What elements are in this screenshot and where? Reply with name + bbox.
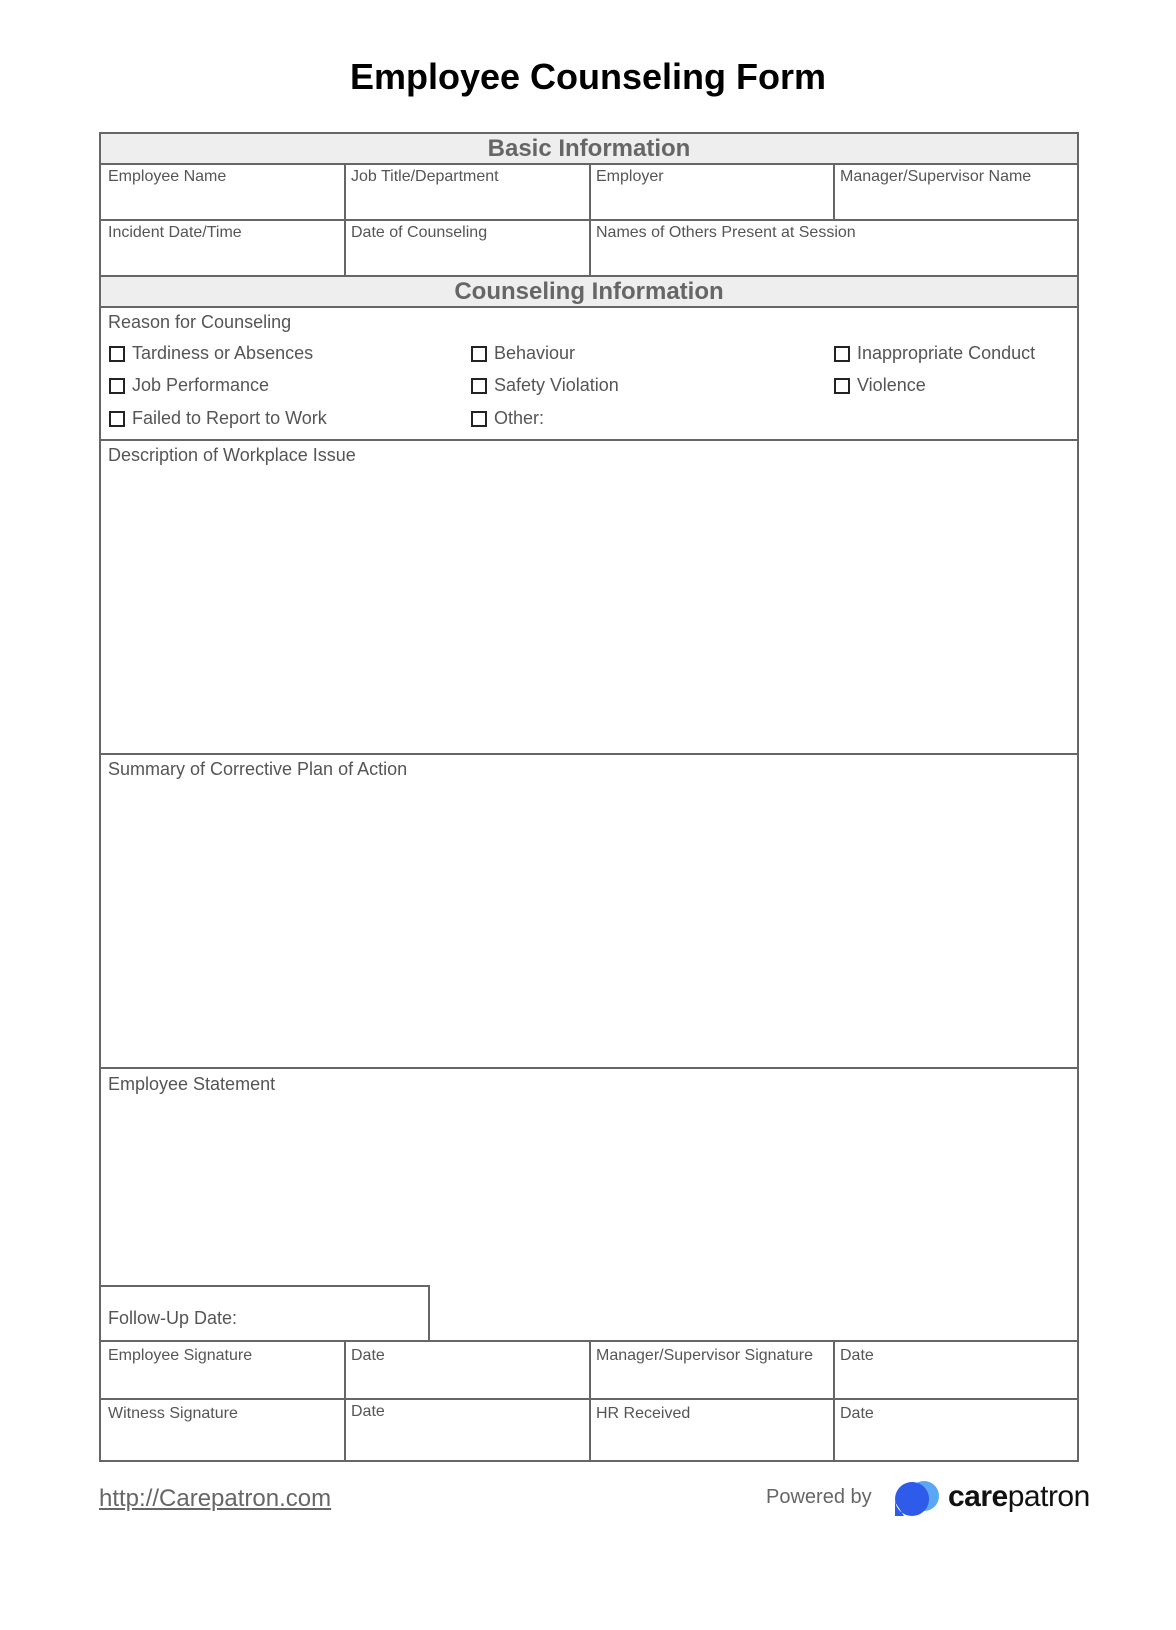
- carepatron-logo[interactable]: [890, 1478, 1090, 1520]
- checkbox-icon[interactable]: [471, 411, 487, 427]
- divider: [344, 1340, 346, 1460]
- employee-statement-field[interactable]: Employee Statement: [108, 1074, 276, 1094]
- divider: [101, 753, 1077, 755]
- witness-signature-field[interactable]: Witness Signature: [108, 1405, 238, 1422]
- employee-signature-date-field[interactable]: Date: [351, 1347, 385, 1364]
- checkbox-icon[interactable]: [109, 411, 125, 427]
- checkbox-other[interactable]: [471, 408, 544, 429]
- witness-signature-date-field[interactable]: Date: [351, 1403, 385, 1420]
- divider: [101, 439, 1077, 441]
- follow-up-date-field[interactable]: Follow-Up Date:: [108, 1308, 238, 1328]
- page-title: Employee Counseling Form: [349, 56, 827, 97]
- carepatron-wordmark: carepatron: [948, 1480, 1090, 1513]
- description-field[interactable]: Description of Workplace Issue: [108, 445, 356, 465]
- manager-signature-date-field[interactable]: Date: [840, 1347, 874, 1364]
- checkbox-inappropriate[interactable]: [834, 343, 1035, 364]
- powered-by-label: Powered by: [766, 1486, 872, 1508]
- checkbox-label: Tardiness or Absences: [132, 343, 314, 363]
- counseling-form: [99, 132, 1079, 1462]
- checkbox-icon[interactable]: [471, 346, 487, 362]
- divider: [101, 1067, 1077, 1069]
- checkbox-icon[interactable]: [471, 378, 487, 394]
- carepatron-link[interactable]: http://Carepatron.com: [99, 1485, 332, 1512]
- divider: [344, 165, 346, 275]
- carepatron-logo-icon: [890, 1478, 946, 1520]
- basic-information-heading: Basic Information: [101, 134, 1077, 165]
- reason-label: Reason for Counseling: [108, 312, 292, 332]
- checkbox-icon[interactable]: [109, 378, 125, 394]
- manager-signature-field[interactable]: Manager/Supervisor Signature: [596, 1347, 814, 1364]
- summary-field[interactable]: Summary of Corrective Plan of Action: [108, 759, 408, 779]
- incident-date-field[interactable]: Incident Date/Time: [108, 224, 242, 241]
- checkbox-tardiness[interactable]: [109, 343, 313, 364]
- others-present-field[interactable]: Names of Others Present at Session: [596, 224, 856, 241]
- checkbox-label: Other:: [494, 408, 545, 428]
- employee-signature-field[interactable]: Employee Signature: [108, 1347, 253, 1364]
- checkbox-label: Violence: [857, 375, 926, 395]
- job-title-field[interactable]: Job Title/Department: [351, 168, 499, 185]
- checkbox-job-performance[interactable]: [109, 375, 269, 396]
- checkbox-label: Failed to Report to Work: [132, 408, 327, 428]
- manager-name-field[interactable]: Manager/Supervisor Name: [840, 168, 1032, 185]
- employer-field[interactable]: Employer: [596, 168, 664, 185]
- checkbox-label: Job Performance: [132, 375, 270, 395]
- hr-received-date-field[interactable]: Date: [840, 1405, 874, 1422]
- divider: [589, 1340, 591, 1460]
- checkbox-label: Safety Violation: [494, 375, 619, 395]
- divider: [833, 165, 835, 221]
- employee-name-field[interactable]: Employee Name: [108, 168, 227, 185]
- checkbox-failed-report[interactable]: [109, 408, 327, 429]
- checkbox-safety[interactable]: [471, 375, 619, 396]
- divider: [428, 1285, 430, 1342]
- checkbox-icon[interactable]: [834, 346, 850, 362]
- checkbox-icon[interactable]: [834, 378, 850, 394]
- divider: [589, 165, 591, 275]
- counseling-date-field[interactable]: Date of Counseling: [351, 224, 488, 241]
- divider: [833, 1340, 835, 1460]
- checkbox-icon[interactable]: [109, 346, 125, 362]
- checkbox-label: Behaviour: [494, 343, 576, 363]
- counseling-information-heading: Counseling Information: [101, 275, 1077, 308]
- checkbox-label: Inappropriate Conduct: [857, 343, 1036, 363]
- hr-received-field[interactable]: HR Received: [596, 1405, 691, 1422]
- checkbox-violence[interactable]: [834, 375, 926, 396]
- divider: [101, 1285, 430, 1287]
- checkbox-behaviour[interactable]: [471, 343, 575, 364]
